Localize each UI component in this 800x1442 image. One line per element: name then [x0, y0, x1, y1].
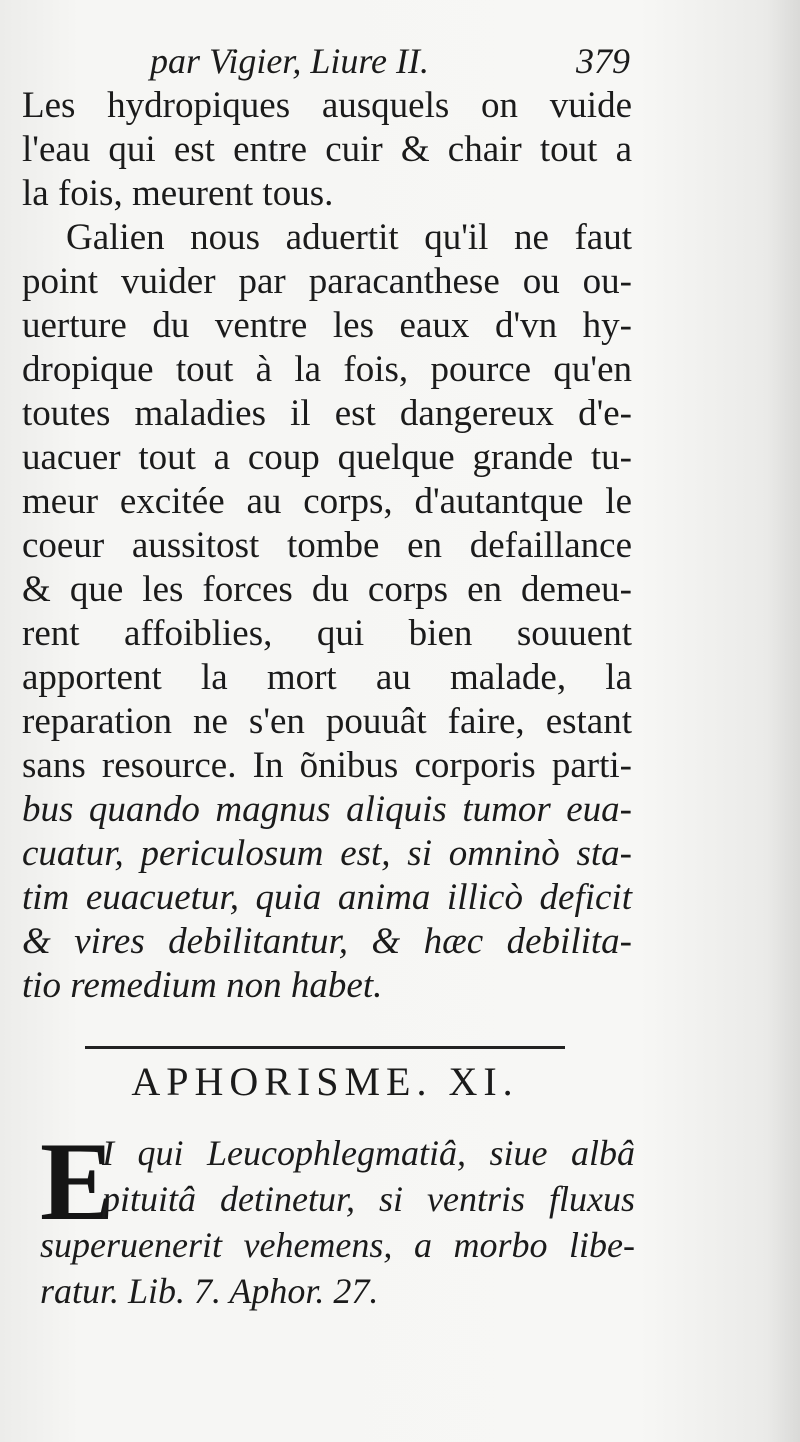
main-text: [22, 84, 632, 1008]
section-rule: [85, 1046, 565, 1049]
latin-line: bus quando magnus aliquis tumor eua-: [22, 789, 632, 830]
text-line: sans resource. In õnibus corporis parti-: [22, 745, 632, 786]
text-line: Les hydropiques ausquels on vuide: [22, 85, 632, 126]
aphorism-line: superuenerit vehemens, a morbo libe-: [40, 1225, 635, 1265]
aphorism-line: pituitâ detinetur, si ventris fluxus: [102, 1179, 635, 1219]
drop-cap: E: [40, 1120, 115, 1244]
running-title: par Vigier, Liure II.: [150, 41, 429, 81]
aphorism-text: [40, 1120, 635, 1314]
text-line: l'eau qui est entre cuir & chair tout a: [22, 129, 632, 170]
page-number: 379: [576, 41, 630, 81]
latin-line: tim euacuetur, quia anima illicò deficit: [22, 877, 632, 918]
text-line: apportent la mort au malade, la: [22, 657, 632, 698]
text-line: meur excitée au corps, d'autantque le: [22, 481, 632, 522]
latin-line: tio remedium non habet.: [22, 965, 383, 1006]
aphorism-line: ratur. Lib. 7. Aphor. 27.: [40, 1271, 379, 1311]
text-line: la fois, meurent tous.: [22, 173, 334, 214]
text-line: dropique tout à la fois, pource qu'en: [22, 349, 632, 390]
text-line: toutes maladies il est dangereux d'e-: [22, 393, 632, 434]
text-line: & que les forces du corps en demeu-: [22, 569, 632, 610]
text-line: reparation ne s'en pouuât faire, estant: [22, 701, 632, 742]
aphorism-line: I qui Leucophlegmatiâ, siue albâ: [102, 1133, 635, 1173]
text-line: uerture du ventre les eaux d'vn hy-: [22, 305, 632, 346]
text-line: point vuider par paracanthese ou ou-: [22, 261, 632, 302]
aphorism-heading: APHORISME. XI.: [131, 1059, 519, 1104]
page-edge-shadow: [766, 0, 800, 1442]
text-line: rent affoiblies, qui bien souuent: [22, 613, 632, 654]
text-line: coeur aussitost tombe en defaillance: [22, 525, 632, 566]
text-line: uacuer tout a coup quelque grande tu-: [22, 437, 632, 478]
page-header: [150, 40, 630, 86]
latin-line: cuatur, periculosum est, si omninò sta-: [22, 833, 632, 874]
latin-line: & vires debilitantur, & hæc debilita-: [22, 921, 632, 962]
text-line: Galien nous aduertit qu'il ne faut: [66, 217, 632, 258]
